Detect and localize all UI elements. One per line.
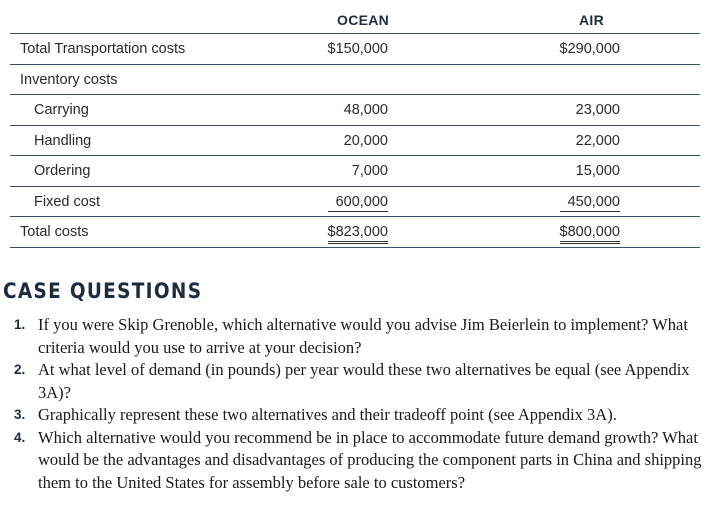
case-questions-list bbox=[14, 314, 709, 494]
table-row-inventory-costs bbox=[10, 64, 700, 95]
ocean-value: 7,000 bbox=[351, 163, 388, 179]
question-number: 3. bbox=[14, 407, 26, 422]
list-item bbox=[14, 427, 709, 495]
list-item bbox=[14, 404, 709, 427]
question-text: Which alternative would you recommend be in place to accommodate future demand growth? What would be the advantages and disadvantages of producing the component parts in China and shipping them to the United States for assembly before sale to customers? bbox=[38, 427, 702, 492]
air-value: 23,000 bbox=[575, 102, 620, 118]
table-row-carrying bbox=[10, 94, 700, 125]
air-value: 15,000 bbox=[575, 163, 620, 179]
air-value: 22,000 bbox=[575, 133, 620, 149]
air-value: 450,000 bbox=[560, 194, 620, 212]
question-text: Graphically represent these two alternatives and their tradeoff point (see Appendix 3A). bbox=[38, 405, 617, 424]
row-label: Carrying bbox=[34, 102, 89, 118]
question-number: 4. bbox=[14, 429, 26, 445]
table-row-total-transportation bbox=[10, 33, 700, 64]
row-label: Fixed cost bbox=[34, 194, 101, 210]
table-bottom-rule bbox=[10, 247, 700, 248]
table-row-total-costs bbox=[10, 216, 700, 247]
table-row-handling bbox=[10, 125, 700, 156]
question-text: If you were Skip Grenoble, which alternative would you advise Jim Beierlein to implement? What criteria would you use to arrive at your decision? bbox=[38, 315, 688, 357]
row-label: Total costs bbox=[20, 224, 89, 240]
column-header-air: AIR bbox=[579, 12, 605, 28]
list-item bbox=[14, 314, 709, 359]
air-value: $290,000 bbox=[559, 41, 620, 57]
table-row-fixed-cost bbox=[10, 186, 700, 217]
ocean-value: 48,000 bbox=[343, 102, 388, 118]
row-label: Total Transportation costs bbox=[20, 41, 186, 57]
ocean-value: $823,000 bbox=[328, 224, 388, 244]
question-text: At what level of demand (in pounds) per year would these two alternatives be equal (see Appendix 3A)? bbox=[38, 360, 690, 402]
column-header-ocean: OCEAN bbox=[337, 12, 390, 28]
row-label: Inventory costs bbox=[20, 72, 118, 88]
cost-comparison-table bbox=[0, 0, 713, 250]
question-number: 1. bbox=[14, 317, 26, 332]
ocean-value: 20,000 bbox=[343, 133, 388, 149]
air-value: $800,000 bbox=[560, 224, 620, 244]
list-item bbox=[14, 359, 709, 404]
row-label: Ordering bbox=[34, 163, 91, 179]
ocean-value: 600,000 bbox=[328, 194, 388, 212]
ocean-value: $150,000 bbox=[327, 41, 388, 57]
case-questions-heading: CASE QUESTIONS bbox=[3, 279, 203, 303]
table-row-ordering bbox=[10, 155, 700, 186]
row-label: Handling bbox=[34, 133, 92, 149]
question-number: 2. bbox=[14, 362, 26, 377]
